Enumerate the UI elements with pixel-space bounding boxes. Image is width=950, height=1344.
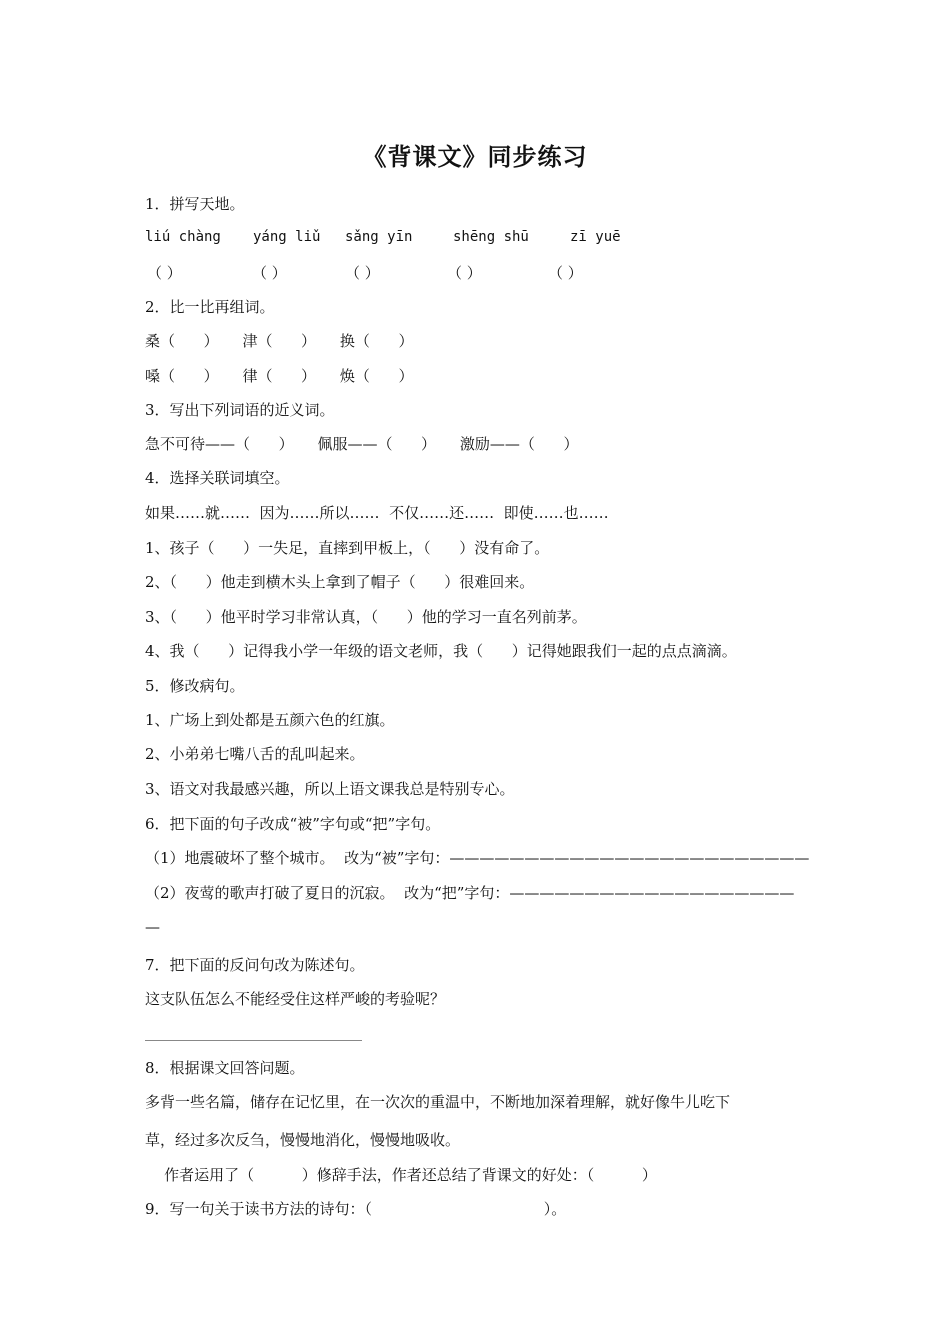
q4-item-1: 1、孩子（ ）一失足，直摔到甲板上，（ ）没有命了。 — [145, 539, 550, 557]
q2-row-1: 桑（ ） 津（ ） 换（ ） — [145, 332, 414, 350]
q8-heading: 8．根据课文回答问题。 — [145, 1059, 305, 1077]
q4-item-2: 2、（ ）他走到横木头上拿到了帽子（ ）很难回来。 — [145, 573, 535, 591]
q6-item-2-continuation: — — [145, 918, 160, 936]
page-title: 《背课文》同步练习 — [362, 142, 588, 171]
q1-pinyin-row — [145, 229, 665, 249]
q9-text: 9．写一句关于读书方法的诗句：（ ）。 — [145, 1200, 567, 1218]
pinyin-5: zī yuē — [570, 229, 621, 245]
q8-passage-line-2: 草，经过多次反刍，慢慢地消化，慢慢地吸收。 — [145, 1131, 461, 1149]
q2-row-2: 嗓（ ） 律（ ） 焕（ ） — [145, 367, 414, 385]
q3-heading: 3．写出下列词语的近义词。 — [145, 401, 335, 419]
blank-4[interactable]: （ ） — [447, 264, 482, 282]
q4-options: 如果……就…… 因为……所以…… 不仅……还…… 即使……也…… — [145, 504, 609, 522]
q8-question: 作者运用了（ ）修辞手法，作者还总结了背课文的好处：（ ） — [145, 1166, 657, 1184]
pinyin-1: liú chàng — [145, 229, 221, 245]
q5-heading: 5．修改病句。 — [145, 677, 245, 695]
q5-item-1: 1、广场上到处都是五颜六色的红旗。 — [145, 711, 395, 729]
pinyin-2: yáng liǔ — [253, 229, 321, 245]
q7-sentence: 这支队伍怎么不能经受住这样严峻的考验呢？ — [145, 990, 446, 1008]
q6-heading: 6．把下面的句子改成“被”字句或“把”字句。 — [145, 815, 441, 833]
q7-heading: 7．把下面的反问句改为陈述句。 — [145, 956, 365, 974]
q2-heading: 2．比一比再组词。 — [145, 298, 275, 316]
q3-row: 急不可待——（ ） 佩服——（ ） 激励——（ ） — [145, 435, 579, 453]
pinyin-4: shēng shū — [453, 229, 529, 245]
q4-item-4: 4、我（ ）记得我小学一年级的语文老师，我（ ）记得她跟我们一起的点点滴滴。 — [145, 642, 737, 660]
q6-item-1: （1）地震破坏了整个城市。 改为“被”字句：———————————————————————— — [145, 849, 810, 867]
blank-5[interactable]: （ ） — [548, 264, 583, 282]
q8-passage-line-1: 多背一些名篇，储存在记忆里，在一次次的重温中，不断地加深着理解，就好像牛儿吃下 — [145, 1093, 731, 1111]
q4-item-3: 3、（ ）他平时学习非常认真，（ ）他的学习一直名列前茅。 — [145, 608, 587, 626]
pinyin-3: sǎng yīn — [345, 229, 413, 245]
q4-heading: 4．选择关联词填空。 — [145, 469, 290, 487]
answer-line[interactable] — [145, 1040, 362, 1041]
q5-item-3: 3、语文对我最感兴趣，所以上语文课我总是特别专心。 — [145, 780, 515, 798]
q6-item-2: （2）夜莺的歌声打破了夏日的沉寂。 改为“把”字句：——————————————————— — [145, 884, 795, 902]
blank-1[interactable]: （ ） — [147, 264, 182, 282]
blank-2[interactable]: （ ） — [252, 264, 287, 282]
q1-blank-row — [145, 262, 665, 282]
q5-item-2: 2、小弟弟七嘴八舌的乱叫起来。 — [145, 745, 365, 763]
q1-heading: 1．拼写天地。 — [145, 195, 245, 213]
blank-3[interactable]: （ ） — [345, 264, 380, 282]
